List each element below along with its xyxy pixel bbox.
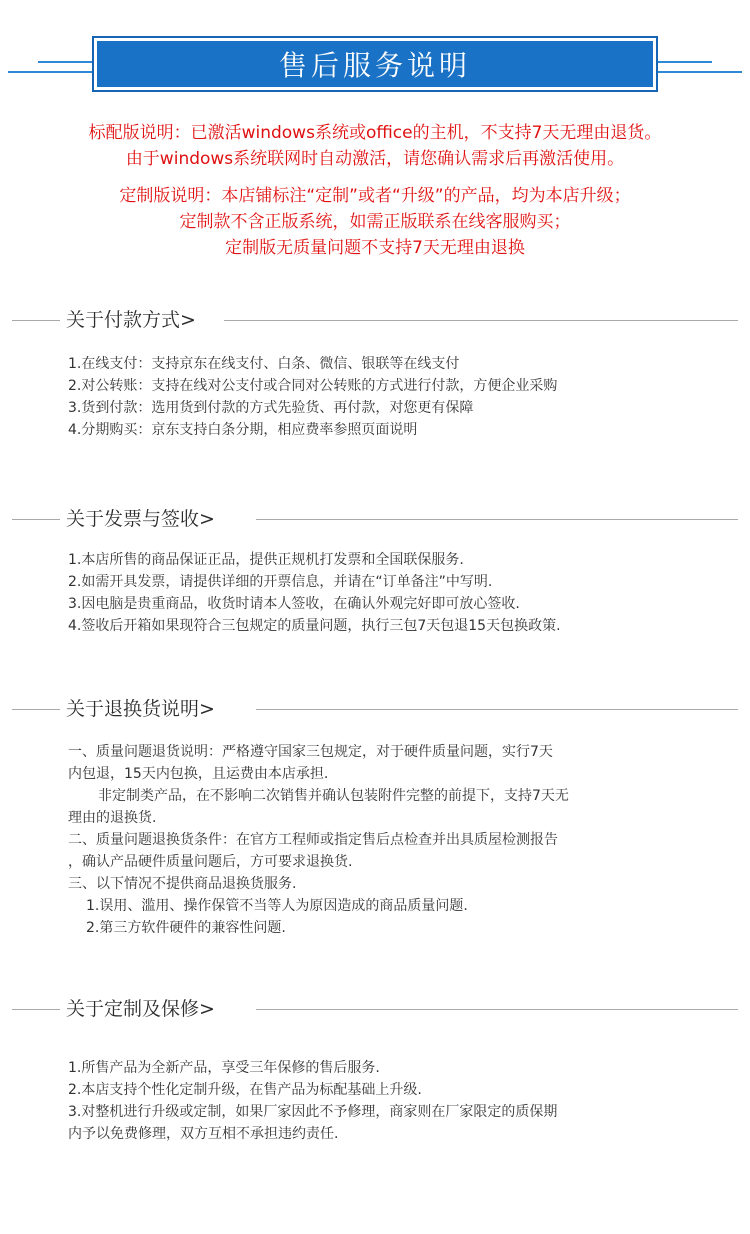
divider xyxy=(12,709,60,710)
divider xyxy=(12,320,60,321)
section-header-returns xyxy=(0,694,750,724)
section-body-payment xyxy=(68,353,688,441)
divider xyxy=(12,1009,60,1010)
list-item: 3.货到付款：选用货到付款的方式先验货、再付款，对您更有保障 xyxy=(68,400,474,416)
notice-block-custom xyxy=(0,183,750,261)
section-body-invoice xyxy=(68,549,688,637)
divider xyxy=(256,709,738,710)
page-title: 售后服务说明 xyxy=(278,49,471,82)
list-item: 2.对公转账：支持在线对公支付或合同对公转账的方式进行付款，方便企业采购 xyxy=(68,378,558,394)
list-item: 3.因电脑是贵重商品，收货时请本人签收，在确认外观完好即可放心签收. xyxy=(68,596,520,612)
list-item: 内予以免费修理，双方互相不承担违约责任. xyxy=(68,1126,339,1142)
list-item: 理由的退换货. xyxy=(68,810,157,826)
notice-line: 标配版说明：已激活windows系统或office的主机，不支持7天无理由退货。 xyxy=(88,123,662,143)
section-body-returns xyxy=(68,741,688,939)
list-item: ，确认产品硬件质量问题后，方可要求退换货. xyxy=(68,854,353,870)
banner-line-left-top xyxy=(38,61,94,63)
list-item: 内包退，15天内包换，且运费由本店承担. xyxy=(68,766,329,782)
list-item: 2.本店支持个性化定制升级，在售产品为标配基础上升级. xyxy=(68,1082,422,1098)
section-body-warranty xyxy=(68,1057,688,1145)
list-item: 1.在线支付：支持京东在线支付、白条、微信、银联等在线支付 xyxy=(68,356,460,372)
section-header-payment xyxy=(0,305,750,335)
divider xyxy=(256,1009,738,1010)
divider xyxy=(224,320,738,321)
list-item: 1.误用、滥用、操作保管不当等人为原因造成的商品质量问题. xyxy=(86,898,468,914)
header-banner xyxy=(92,36,658,92)
list-item: 三、以下情况不提供商品退换货服务. xyxy=(68,876,297,892)
banner-line-right-bottom xyxy=(656,71,742,73)
banner-line-left-bottom xyxy=(8,71,94,73)
notice-line: 定制款不含正版系统，如需正版联系在线客服购买； xyxy=(179,212,571,232)
section-title: 关于定制及保修> xyxy=(66,994,221,1024)
section-header-invoice xyxy=(0,504,750,534)
section-title: 关于发票与签收> xyxy=(66,504,221,534)
section-title: 关于付款方式> xyxy=(66,305,202,335)
list-item: 4.签收后开箱如果现符合三包规定的质量问题，执行三包7天包退15天包换政策. xyxy=(68,618,561,634)
banner-line-right-top xyxy=(656,61,712,63)
list-item: 4.分期购买：京东支持白条分期，相应费率参照页面说明 xyxy=(68,422,418,438)
list-item: 非定制类产品，在不影响二次销售并确认包装附件完整的前提下，支持7天无 xyxy=(98,788,569,804)
list-item: 一、质量问题退货说明：严格遵守国家三包规定，对于硬件质量问题，实行7天 xyxy=(68,744,553,760)
notice-line: 定制版说明：本店铺标注“定制”或者“升级”的产品，均为本店升级； xyxy=(119,186,631,206)
list-item: 1.所售产品为全新产品，享受三年保修的售后服务. xyxy=(68,1060,380,1076)
notice-line: 由于windows系统联网时自动激活，请您确认需求后再激活使用。 xyxy=(125,149,625,169)
list-item: 2.第三方软件硬件的兼容性问题. xyxy=(86,920,286,936)
section-header-warranty xyxy=(0,994,750,1024)
list-item: 2.如需开具发票，请提供详细的开票信息，并请在“订单备注”中写明. xyxy=(68,574,493,590)
divider xyxy=(12,519,60,520)
list-item: 二、质量问题退换货条件：在官方工程师或指定售后点检查并出具质屋检测报告 xyxy=(68,832,558,848)
list-item: 3.对整机进行升级或定制，如果厂家因此不予修理，商家则在厂家限定的质保期 xyxy=(68,1104,558,1120)
section-title: 关于退换货说明> xyxy=(66,694,221,724)
divider xyxy=(256,519,738,520)
list-item: 1.本店所售的商品保证正品，提供正规机打发票和全国联保服务. xyxy=(68,552,464,568)
notice-line: 定制版无质量问题不支持7天无理由退换 xyxy=(225,238,525,258)
notice-block-standard xyxy=(0,120,750,172)
